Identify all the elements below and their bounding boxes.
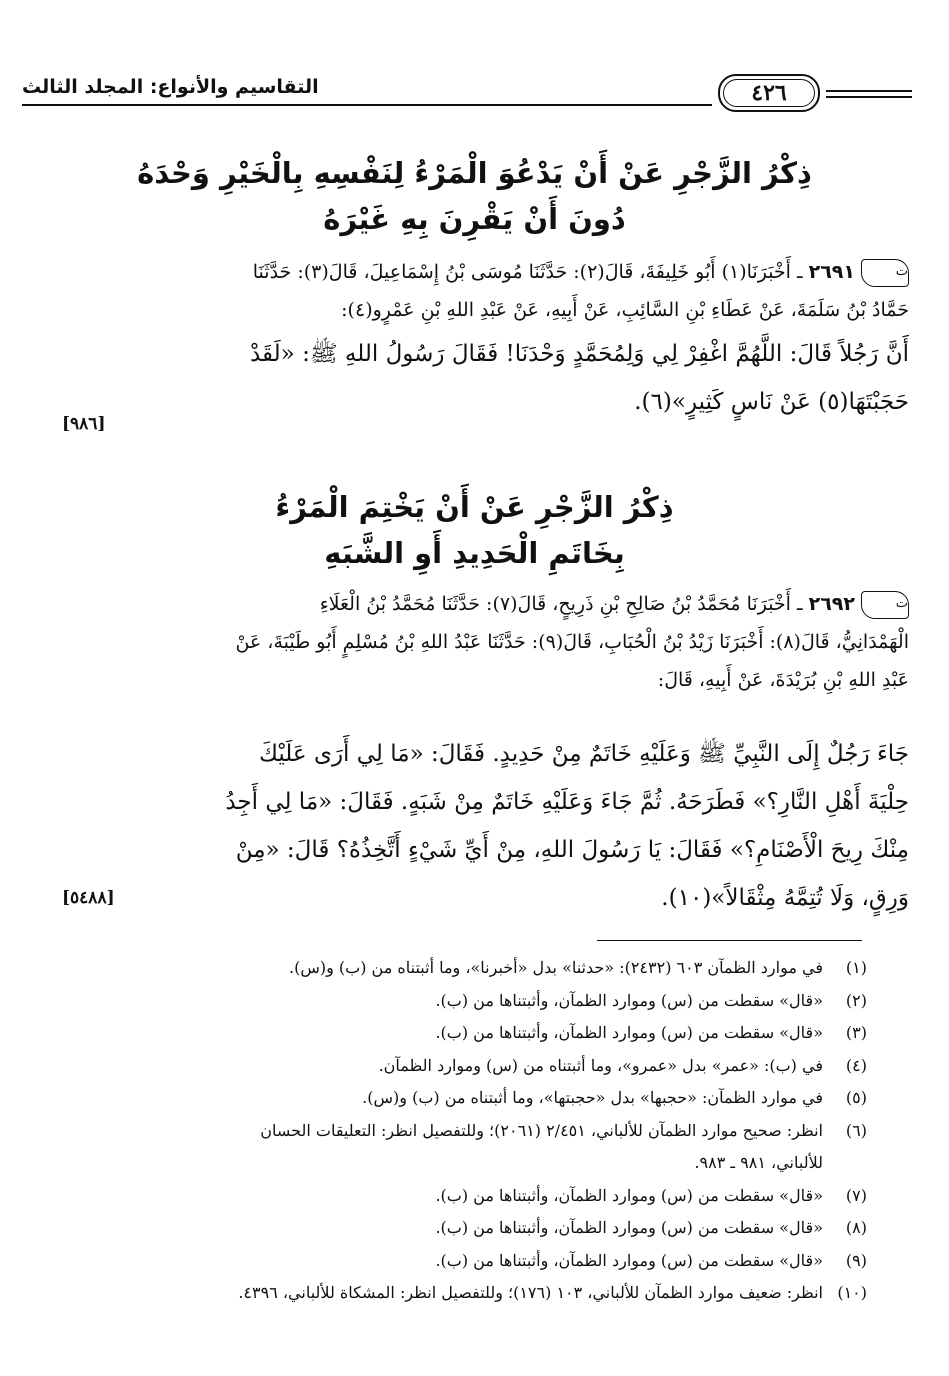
- footnote: [30, 1017, 867, 1050]
- footnote: [30, 1212, 867, 1245]
- footnote: [30, 1115, 867, 1148]
- footnote: [30, 1082, 867, 1115]
- footnote-number: (١): [845, 958, 867, 977]
- footnote-separator: [597, 940, 862, 941]
- matn-line: أَنَّ رَجُلاً قَالَ: اللَّهُمَّ اغْفِرْ لِي وَلِمُحَمَّدٍ وَحْدَنَا! فَقَالَ رَسُولُ اللهِ ﷺ: «لَقَدْ: [249, 341, 909, 367]
- footnotes: [30, 952, 867, 1310]
- footnote-text: في موارد الظمآن ٦٠٣ (٢٤٣٢): «حدثنا» بدل «أخبرنا»، وما أثبتناه من (ب) و(س).: [288, 958, 823, 977]
- footnote-text: «قال» سقطت من (س) وموارد الظمآن، وأثبتناها من (ب).: [435, 990, 823, 1010]
- footnote-number: (٦): [845, 1120, 867, 1140]
- chapter-title: [40, 484, 909, 576]
- page-number: ٤٢٦: [751, 80, 787, 106]
- footnote: [30, 985, 867, 1018]
- hadith-matn: [28, 730, 909, 922]
- footnote-text: في (ب): «عمر» بدل «عمرو»، وما أثبتناه من (س) وموارد الظمآن.: [378, 1055, 823, 1075]
- footnote-text: «قال» سقطت من (س) وموارد الظمآن، وأثبتناها من (ب).: [435, 1250, 823, 1270]
- footnote-number: (٢): [845, 990, 867, 1010]
- footnote-number: (٥): [845, 1088, 867, 1107]
- matn-line: مِنْكَ رِيحَ الْأَصْنَامِ؟» فَقَالَ: يَا رَسُولَ اللهِ، مِنْ أَيِّ شَيْءٍ أَتَّخِذُهُ؟ قَالَ: «مِنْ: [235, 837, 909, 863]
- header-rule: [22, 104, 712, 106]
- isnad-line: حَمَّادُ بْنُ سَلَمَةَ، عَنْ عَطَاءِ بْنِ السَّائِبِ، عَنْ أَبِيهِ، عَنْ عَبْدِ اللهِ بْنِ عَمْرٍو(٤):: [341, 299, 909, 321]
- isnad-line: ـ أَخْبَرَنَا(١) أَبُو خَلِيفَةَ، قَالَ(٢): حَدَّثَنَا مُوسَى بْنُ إِسْمَاعِيلَ، قَالَ(٣): حَدَّثَنَا: [252, 261, 803, 283]
- footnote-text: انظر: صحيح موارد الظمآن للألباني، ٢/٤٥١ (٢٠٦١)؛ وللتفصيل انظر: التعليقات الحسان: [260, 1120, 823, 1140]
- footnote-continuation: للألباني، ٩٨١ ـ ٩٨٣.: [694, 1153, 823, 1172]
- isnad-line: ـ أَخْبَرَنَا مُحَمَّدُ بْنُ صَالِحِ بْنِ ذَرِيحٍ، قَالَ(٧): حَدَّثَنَا مُحَمَّدُ بْنُ الْعَلَاءِ: [319, 593, 803, 615]
- footnote-number: (٩): [845, 1250, 867, 1270]
- hadith-number: ٢٦٩٢: [808, 593, 855, 615]
- footnote-number: (١٠): [837, 1283, 867, 1302]
- footnote: [30, 952, 867, 985]
- matn-line: جَاءَ رَجُلٌ إِلَى النَّبِيِّ ﷺ وَعَلَيْهِ خَاتَمٌ مِنْ حَدِيدٍ. فَقَالَ: «مَا لِي أَرَى عَلَيْكَ: [258, 741, 909, 767]
- chapter-title-line: ذِكْرُ الزَّجْرِ عَنْ أَنْ يَخْتِمَ الْمَرْءُ: [275, 490, 674, 524]
- header-ornament-rule: [826, 90, 912, 92]
- hadith-number: ٢٦٩١: [808, 261, 855, 283]
- matn-line: وَرِقٍ، وَلَا تُتِمَّهُ مِثْقَالاً»(١٠).: [661, 885, 909, 911]
- page-number-frame: [718, 74, 820, 112]
- hadith-marker-icon: ت: [861, 591, 909, 619]
- hadith-matn: [28, 330, 909, 426]
- footnote-number: (٧): [845, 1185, 867, 1205]
- footnote-number: (٣): [845, 1023, 867, 1042]
- isnad-line: الْهَمْدَانِيُّ، قَالَ(٨): أَخْبَرَنَا زَيْدُ بْنُ الْحُبَابِ، قَالَ(٩): حَدَّثَنَا عَبْدُ اللهِ بْنُ مُسْلِمٍ أَبُو طَيْبَةَ، عَنْ: [235, 631, 909, 653]
- hadith-marker-icon: ت: [861, 259, 909, 287]
- footnote: [30, 1245, 867, 1278]
- chapter-title-line: دُونَ أَنْ يَقْرِنَ بِهِ غَيْرَهُ: [323, 202, 626, 236]
- footnote-number: (٤): [845, 1055, 867, 1075]
- header-ornament-rule: [826, 96, 912, 98]
- footnote-text: «قال» سقطت من (س) وموارد الظمآن، وأثبتناها من (ب).: [435, 1185, 823, 1205]
- footnote-text: «قال» سقطت من (س) وموارد الظمآن، وأثبتناها من (ب).: [435, 1218, 823, 1237]
- footnote: [30, 1180, 867, 1213]
- footnote-number: (٨): [845, 1218, 867, 1237]
- chapter-title-line: ذِكْرُ الزَّجْرِ عَنْ أَنْ يَدْعُوَ الْمَرْءُ لِنَفْسِهِ بِالْخَيْرِ وَحْدَهُ: [137, 156, 812, 190]
- footnote: [30, 1277, 867, 1310]
- hadith-isnad: [30, 585, 909, 699]
- isnad-line: عَبْدِ اللهِ بْنِ بُرَيْدَةَ، عَنْ أَبِيهِ، قَالَ:: [657, 669, 909, 691]
- footnote-text: انظر: ضعيف موارد الظمآن للألباني، ١٠٣ (١٧٦)؛ وللتفصيل انظر: المشكاة للألباني، ٤٣٩٦.: [238, 1283, 823, 1302]
- chapter-title-line: بِخَاتَمِ الْحَدِيدِ أَوِ الشَّبَهِ: [324, 536, 625, 570]
- matn-line: حَجَبْتَهَا(٥) عَنْ نَاسٍ كَثِيرٍ»(٦).: [634, 389, 909, 415]
- running-title: التقاسيم والأنواع: المجلد الثالث: [22, 76, 319, 98]
- hadith-reference: [٩٨٦]: [62, 414, 106, 434]
- chapter-title: [40, 150, 909, 242]
- hadith-isnad: [30, 253, 909, 329]
- hadith-reference: [٥٤٨٨]: [62, 888, 115, 908]
- footnote-text: في موارد الظمآن: «حجبها» بدل «حجبتها»، وما أثبتناه من (ب) و(س).: [362, 1088, 823, 1107]
- matn-line: حِلْيَةَ أَهْلِ النَّارِ؟» فَطَرَحَهُ. ثُمَّ جَاءَ وَعَلَيْهِ خَاتَمٌ مِنْ شَبَهٍ. فَقَالَ: «مَا لِي أَجِدُ: [225, 789, 909, 815]
- footnote-text: «قال» سقطت من (س) وموارد الظمآن، وأثبتناها من (ب).: [435, 1023, 823, 1042]
- footnote: [30, 1050, 867, 1083]
